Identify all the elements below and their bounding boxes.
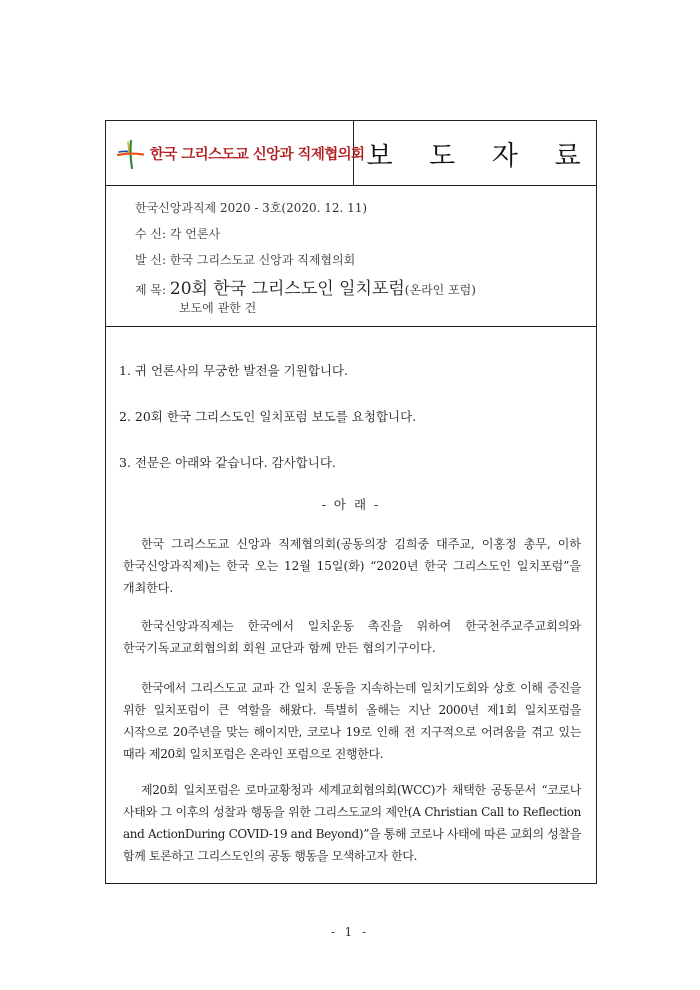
section-heading: - 아 래 - bbox=[321, 497, 381, 512]
organization-cell bbox=[106, 121, 365, 185]
document-frame bbox=[105, 120, 597, 884]
subject-line bbox=[135, 274, 476, 299]
subject-paren: (온라인 포럼) bbox=[404, 283, 476, 297]
header-row bbox=[106, 121, 596, 186]
subject-label: 제 목: bbox=[135, 283, 167, 297]
list-item: 3. 전문은 아래와 같습니다. 감사합니다. bbox=[119, 455, 336, 470]
list-item: 2. 20회 한국 그리스도인 일치포럼 보도를 요청합니다. bbox=[119, 409, 417, 424]
paragraph: 한국신앙과직제는 한국에서 일치운동 촉진을 위하여 한국천주교주교회의와 한국기독교교회협의회 회원 교단과 함께 만든 협의기구이다. bbox=[123, 619, 581, 655]
subject-subtitle: 보도에 관한 건 bbox=[179, 301, 257, 315]
list-item: 1. 귀 언론사의 무궁한 발전을 기원합니다. bbox=[119, 363, 348, 378]
recipient-line: 수 신: 각 언론사 bbox=[135, 227, 221, 241]
page-number: - 1 - bbox=[330, 925, 370, 939]
paragraph: 한국에서 그리스도교 교파 간 일치 운동을 지속하는데 일치기도회와 상호 이해 증진을 위한 일치포럼이 큰 역할을 해왔다. 특별히 올해는 지난 2000년 제1회 일치포럼을 시작으로 20주년을 맞는 해이지만, 코로나 19로 인해 전 지구적으로 어려움을 겪고 있는 때라 제20회 일치포럼은 온라인 포럼으로 진행한다. bbox=[123, 681, 581, 761]
document-number: 한국신앙과직제 2020 - 3호(2020. 12. 11) bbox=[135, 201, 368, 215]
document-meta bbox=[106, 186, 596, 327]
paragraph: 한국 그리스도교 신앙과 직제협의회(공동의장 김희중 대주교, 이홍정 총무, 이하 한국신앙과직제)는 한국 오는 12월 15일(화) “2020년 한국 그리스도인 일치포럼”을 개최한다. bbox=[123, 537, 581, 595]
cross-logo-icon bbox=[114, 138, 146, 170]
paragraph: 제20회 일치포럼은 로마교황청과 세계교회협의회(WCC)가 채택한 공동문서 “코로나 사태와 그 이후의 성찰과 행동을 위한 그리스도교의 제안(A Christian Call to Reflection and ActionDuring COVID-19 and Beyond)”을 통해 코로나 사태에 따른 교회의 성찰을 함께 토론하고 그리스도인의 공동 행동을 모색하고자 한다. bbox=[123, 783, 581, 863]
press-release-title: 보 도 자 료 bbox=[366, 140, 595, 172]
organization-name: 한국 그리스도교 신앙과 직제협의회 bbox=[150, 147, 365, 163]
sender-line: 발 신: 한국 그리스도교 신앙과 직제협의회 bbox=[135, 253, 356, 267]
subject-title: 20회 한국 그리스도인 일치포럼 bbox=[169, 279, 405, 299]
